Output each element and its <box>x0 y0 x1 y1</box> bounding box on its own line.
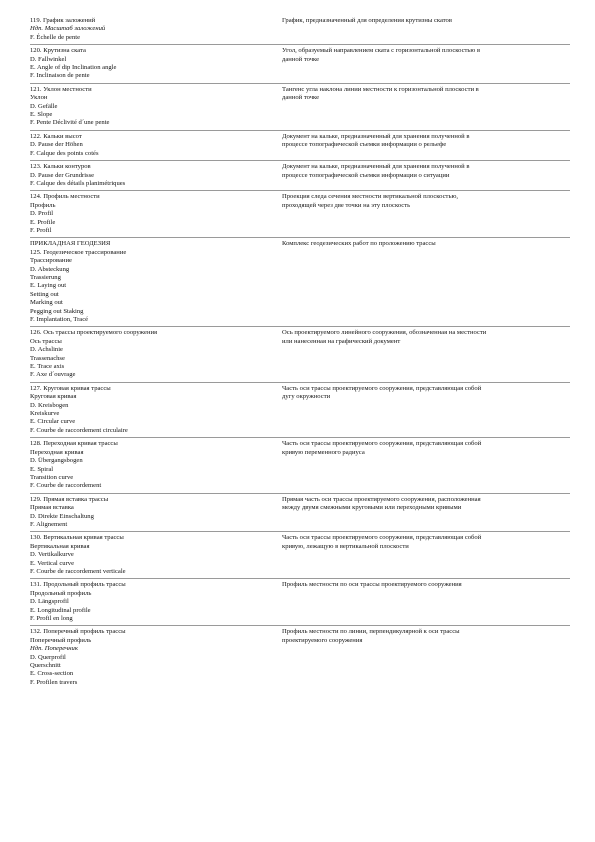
glossary-entry <box>30 531 570 578</box>
term-column <box>30 440 282 490</box>
definition-column <box>282 329 570 346</box>
definition-column <box>282 496 570 513</box>
term-line: E. Slope <box>30 111 53 119</box>
term-line: E. Laying out <box>30 282 67 290</box>
term-line: F. Courbe de raccordement circulaire <box>30 426 128 434</box>
definition-line: между двумя смежными круговыми или переходными кривыми <box>282 504 462 512</box>
term-column <box>30 86 282 128</box>
term-column <box>30 496 282 530</box>
term-line: E. Longitudinal profile <box>30 606 91 614</box>
term-line: Прямая вставка <box>30 504 74 512</box>
term-line: Querschnitt <box>30 662 61 670</box>
term-line: D. Kreisbogen <box>30 401 69 409</box>
term-line: F. Courbe de raccordement <box>30 482 102 490</box>
term-title: 129. Прямая вставка трассы <box>30 495 109 503</box>
definition-column <box>282 163 570 180</box>
definition-line: кривую переменного радиуса <box>282 448 365 456</box>
definition-line: проектируемого сооружения <box>282 636 363 644</box>
term-line: Продольный профиль <box>30 589 92 597</box>
term-line: Уклон <box>30 94 48 102</box>
term-column <box>30 47 282 81</box>
term-title: 122. Кальки высот <box>30 132 82 140</box>
term-line: F. Implantation, Tracé <box>30 316 89 323</box>
definition-line: Профиль местности по оси трассы проектируемого сооружения <box>282 581 462 589</box>
term-line: E. Profile <box>30 218 56 226</box>
definition-line: Часть оси трассы проектируемого сооружения, представляющая собой <box>282 440 482 448</box>
term-line: Trassenachse <box>30 354 65 362</box>
term-title: 128. Переходная кривая трассы <box>30 440 118 448</box>
term-line: F. Inclinaison de pente <box>30 72 90 80</box>
term-line: E. Cross-section <box>30 670 74 678</box>
term-title: 131. Продольный профиль трассы <box>30 581 126 589</box>
definition-line: проходящей через две точки на эту плоскость <box>282 201 411 209</box>
definition-line: График, предназначенный для определения крутизны скатов <box>282 17 452 24</box>
term-column <box>30 133 282 158</box>
term-line: Ндп. Масштаб заложений <box>30 25 106 33</box>
term-line: F. Axe d´ouvrage <box>30 371 76 379</box>
term-column <box>30 534 282 576</box>
glossary-entry <box>30 437 570 492</box>
term-line: E. Trace axis <box>30 363 65 371</box>
definition-column <box>282 240 570 248</box>
term-line: Transition curve <box>30 473 74 481</box>
term-title: 123. Кальки контуров <box>30 163 91 171</box>
term-line: Ось трассы <box>30 337 62 345</box>
term-line: Trassierung <box>30 273 61 281</box>
term-line: F. Alignement <box>30 520 68 528</box>
term-line: Круговая кривая <box>30 393 77 401</box>
term-line: Pegging out Staking <box>30 307 84 315</box>
term-title: 132. Поперечный профиль трассы <box>30 628 126 636</box>
term-line: E. Angle of dip Inclination angle <box>30 64 117 72</box>
term-line: D. Pause der Höhen <box>30 141 83 149</box>
glossary-entry <box>30 493 570 532</box>
definition-column <box>282 581 570 589</box>
term-line: Профиль <box>30 201 56 209</box>
term-line: F. Échelle de pente <box>30 33 81 41</box>
term-column <box>30 17 282 42</box>
definition-line: дугу окружности <box>282 393 331 401</box>
term-line: E. Circular curve <box>30 418 76 426</box>
glossary-entry <box>30 190 570 237</box>
term-title: 120. Крутизна ската <box>30 47 86 55</box>
term-line: Marking out <box>30 299 63 307</box>
definition-column <box>282 86 570 103</box>
glossary-entry <box>30 578 570 625</box>
term-title: 124. Профиль местности <box>30 193 100 201</box>
term-line: D. Profil <box>30 210 54 218</box>
definition-column <box>282 133 570 150</box>
definition-column <box>282 47 570 64</box>
definition-line: Проекция следа сечения местности вертикальной плоскостью, <box>282 193 459 201</box>
definition-line: или нанесенная на графический документ <box>282 337 401 345</box>
term-title: 121. Уклон местности <box>30 85 92 93</box>
term-title: ПРИКЛАДНАЯ ГЕОДЕЗИЯ <box>30 240 111 248</box>
definition-line: данной точке <box>282 94 320 102</box>
term-line: D. Längsprofil <box>30 598 69 606</box>
term-line: Setting out <box>30 290 59 298</box>
term-line: F. Profil en long <box>30 615 73 622</box>
glossary-entry <box>30 130 570 160</box>
term-column <box>30 240 282 324</box>
glossary-entries <box>30 15 570 689</box>
glossary-entry <box>30 44 570 83</box>
term-line: D. Querprofil <box>30 653 66 661</box>
definition-line: Прямая часть оси трассы проектируемого сооружения, расположенная <box>282 495 481 503</box>
term-line: Трассирование <box>30 257 72 265</box>
term-line: Ндп. Поперечник <box>30 645 78 653</box>
glossary-entry <box>30 83 570 130</box>
term-line: D. Pause der Grundrisse <box>30 171 95 179</box>
term-column <box>30 385 282 435</box>
definition-line: Комплекс геодезических работ по проложению трассы <box>282 240 436 248</box>
term-line: Вертикальная кривая <box>30 542 90 550</box>
glossary-entry <box>30 160 570 190</box>
term-column <box>30 628 282 687</box>
definition-line: процессе топографической съемки информации о ситуации <box>282 171 450 179</box>
definition-line: Ось проектируемого линейного сооружения, обозначенная на местности <box>282 329 487 337</box>
term-line: F. Courbe de raccordement verticale <box>30 567 126 575</box>
term-line: F. Profilen travers <box>30 678 78 686</box>
term-line: F. Calque des détails planimétriques <box>30 179 126 187</box>
glossary-entry <box>30 15 570 44</box>
definition-column <box>282 385 570 402</box>
term-line: D. Gefälle <box>30 102 58 110</box>
term-line: Kreiskurve <box>30 410 60 418</box>
term-line: F. Calque des points cotés <box>30 149 99 157</box>
definition-column <box>282 440 570 457</box>
term-column <box>30 581 282 623</box>
term-column <box>30 193 282 235</box>
term-title: 126. Ось трассы проектируемого сооружения <box>30 329 158 337</box>
definition-column <box>282 628 570 645</box>
definition-column <box>282 534 570 551</box>
term-column <box>30 163 282 188</box>
definition-line: процессе топографической съемки информации о рельефе <box>282 141 447 149</box>
term-line: D. Achslinie <box>30 346 63 354</box>
definition-line: кривую, лежащую в вертикальной плоскости <box>282 542 409 550</box>
term-line: F. Profil <box>30 226 52 234</box>
term-line: 125. Геодезическое трассирование <box>30 248 127 256</box>
term-line: D. Direkte Einschaltung <box>30 512 94 520</box>
term-line: D. Übergangsbogen <box>30 457 83 465</box>
term-line: Поперечный профиль <box>30 636 92 644</box>
term-title: 127. Круговая кривая трассы <box>30 384 111 392</box>
term-line: E. Spiral <box>30 465 54 473</box>
term-title: 119. График заложений <box>30 17 96 24</box>
definition-line: Тангенс угла наклона линии местности к горизонтальной плоскости в <box>282 85 479 93</box>
glossary-entry <box>30 625 570 689</box>
term-column <box>30 329 282 379</box>
definition-line: данной точке <box>282 55 320 63</box>
term-line: D. Vertikalkurve <box>30 551 74 559</box>
definition-column <box>282 193 570 210</box>
definition-line: Документ на кальке, предназначенный для хранения полученной в <box>282 132 470 140</box>
glossary-entry <box>30 326 570 381</box>
term-line: D. Fallwinkel <box>30 55 67 63</box>
term-line: F. Pente Déclivité d´une pente <box>30 119 110 127</box>
definition-line: Угол, образуемый направлением ската с горизонтальной плоскостью в <box>282 47 481 55</box>
term-line: Переходная кривая <box>30 448 84 456</box>
term-line: E. Vertical curve <box>30 559 74 567</box>
definition-line: Документ на кальке, предназначенный для хранения полученной в <box>282 163 470 171</box>
definition-line: Часть оси трассы проектируемого сооружения, представляющая собой <box>282 534 482 542</box>
glossary-entry <box>30 237 570 326</box>
definition-line: Профиль местности по линии, перпендикулярной к оси трассы <box>282 628 460 636</box>
definition-column <box>282 17 570 25</box>
glossary-entry <box>30 382 570 437</box>
definition-line: Часть оси трассы проектируемого сооружения, представляющая собой <box>282 384 482 392</box>
term-line: D. Absteckung <box>30 265 70 273</box>
term-title: 130. Вертикальная кривая трассы <box>30 534 124 542</box>
